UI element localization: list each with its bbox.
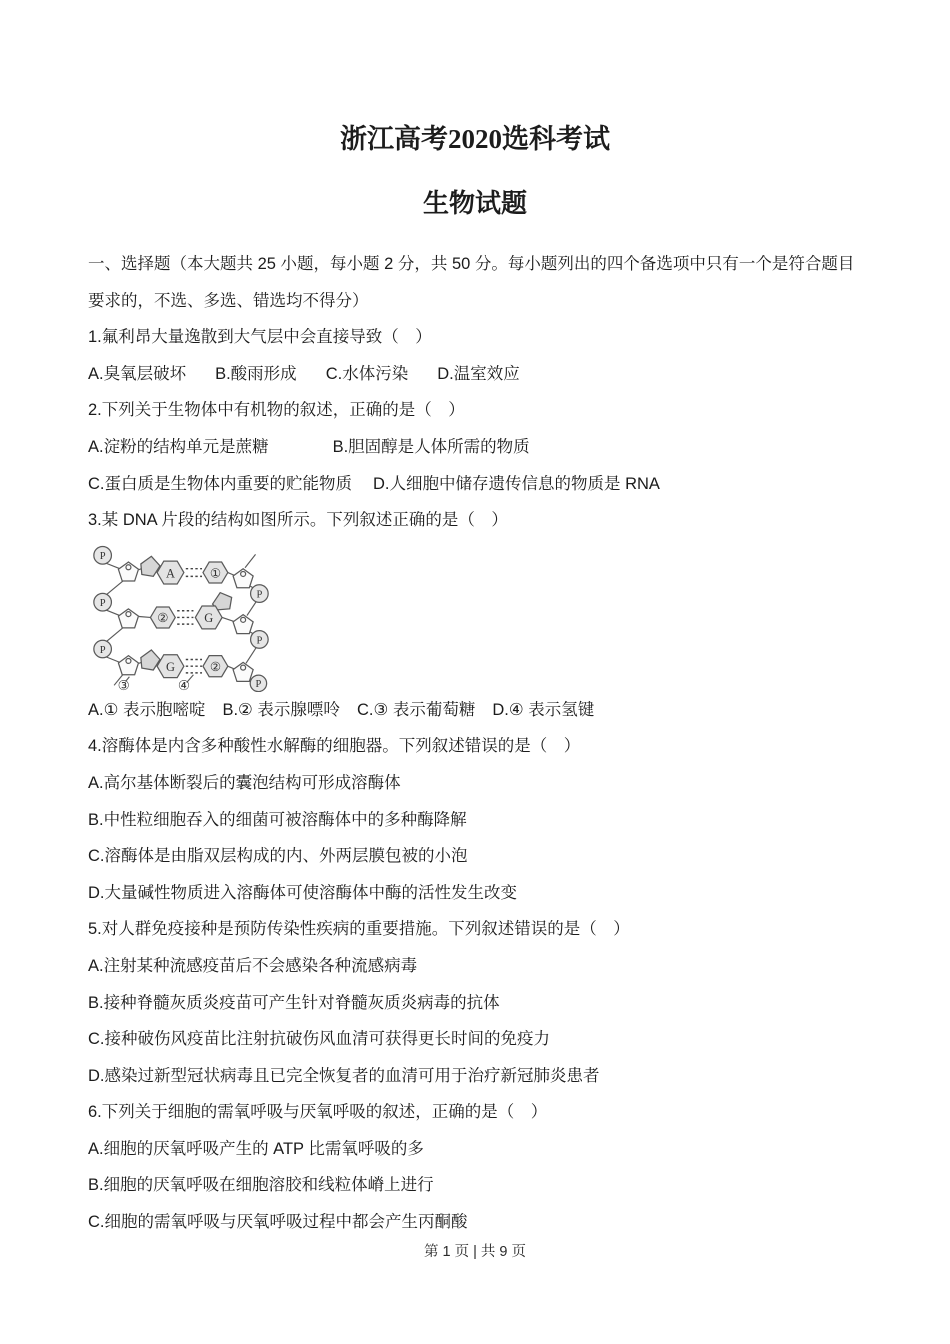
question-1-option-a: A.臭氧层破坏 [88,364,187,383]
question-4 [88,728,862,911]
question-5-option-b: B.接种脊髓灰质炎疫苗可产生针对脊髓灰质炎病毒的抗体 [88,993,500,1012]
question-6-stem: 6.下列关于细胞的需氧呼吸与厌氧呼吸的叙述，正确的是（ ） [88,1103,548,1122]
sugar-pentagons [118,562,253,681]
question-2-options-row-1 [88,429,862,466]
question-5-stem: 5.对人群免疫接种是预防传染性疾病的重要措施。下列叙述错误的是（ ） [88,920,630,939]
question-4-option-a: A.高尔基体断裂后的囊泡结构可形成溶酶体 [88,773,401,792]
question-6-option-b: B.细胞的厌氧呼吸在细胞溶胶和线粒体嵴上进行 [88,1176,434,1195]
dna-fragment-diagram [90,541,272,692]
base-1-label: ① [209,566,221,581]
question-3-option-b: B.② 表示腺嘌呤 [222,700,340,719]
question-4-option-d: D.大量碱性物质进入溶酶体可使溶酶体中酶的活性发生改变 [88,883,517,902]
question-4-option-c: C.溶酶体是由脂双层构成的内、外两层膜包被的小泡 [88,847,468,866]
label-4: ④ [177,677,190,692]
doc-subtitle: 生物试题 [422,189,527,218]
question-1-option-c: C.水体污染 [325,364,409,383]
question-5-option-d: D.感染过新型冠状病毒且已完全恢复者的血清可用于治疗新冠肺炎患者 [88,1066,600,1085]
base-2-label: ② [209,659,221,674]
phosphate-label: P [256,635,263,647]
question-1-option-d: D.温室效应 [437,364,520,383]
question-2-option-d: D.人细胞中储存遗传信息的物质是 RNA [373,474,660,493]
question-3-option-d: D.④ 表示氢键 [492,700,595,719]
question-5-option-a: A.注射某种流感疫苗后不会感染各种流感病毒 [88,956,418,975]
base-pair-row-2 [139,592,234,628]
question-2-option-b: B.胆固醇是人体所需的物质 [332,437,530,456]
base-g-label: G [166,659,175,674]
exam-body [88,246,862,1241]
question-2-options-row-2 [88,466,862,503]
question-3-option-a: A.① 表示胞嘧啶 [88,700,206,719]
phosphate-label: P [256,589,263,601]
base-pair-row-1 [139,556,235,584]
question-2 [88,392,862,502]
question-3 [88,502,862,728]
question-3-options [88,692,862,729]
phosphate-label: P [255,678,262,690]
callout-labels [118,675,194,692]
question-5-option-c: C.接种破伤风疫苗比注射抗破伤风血清可获得更长时间的免疫力 [88,1030,550,1049]
question-2-option-a: A.淀粉的结构单元是蔗糖 [88,437,269,456]
question-4-stem: 4.溶酶体是内含多种酸性水解酶的细胞器。下列叙述错误的是（ ） [88,737,581,756]
page-title: 浙江高考2020选科考试 [340,124,610,154]
question-1-option-b: B.酸雨形成 [215,364,297,383]
base-g-label: G [204,610,214,625]
question-5 [88,911,862,1094]
phosphate-label: P [99,597,106,609]
question-3-option-c: C.③ 表示葡萄糖 [356,700,476,719]
base-pair-row-3 [139,650,235,678]
question-6-option-a: A.细胞的厌氧呼吸产生的 ATP 比需氧呼吸的多 [88,1139,424,1158]
section-header-line-1: 一、选择题（本大题共 25 小题，每小题 2 分，共 50 分。每小题列出的四个备选项中只有一个是符合题目 [88,255,855,273]
question-1-stem: 1.氟利昂大量逸散到大气层中会直接导致（ ） [88,328,432,347]
question-6 [88,1094,862,1240]
question-2-stem: 2.下列关于生物体中有机物的叙述，正确的是（ ） [88,401,465,420]
question-4-option-b: B.中性粒细胞吞入的细菌可被溶酶体中的多种酶降解 [88,810,467,829]
question-3-stem: 3.某 DNA 片段的结构如图所示。下列叙述正确的是（ ） [88,511,508,530]
base-2-label: ② [157,610,169,625]
section-header-line-2: 要求的，不选、多选、错选均不得分） [88,291,369,310]
page-footer: 第 1 页 | 共 9 页 [423,1244,527,1260]
label-3: ③ [117,677,130,692]
question-2-option-c: C.蛋白质是生物体内重要的贮能物质 [88,474,352,493]
phosphate-label: P [99,644,106,656]
base-a-label: A [166,566,175,581]
question-6-option-c: C.细胞的需氧呼吸与厌氧呼吸过程中都会产生丙酮酸 [88,1213,468,1232]
phosphate-label: P [99,550,106,562]
question-1 [88,319,862,392]
question-1-options [88,356,862,393]
